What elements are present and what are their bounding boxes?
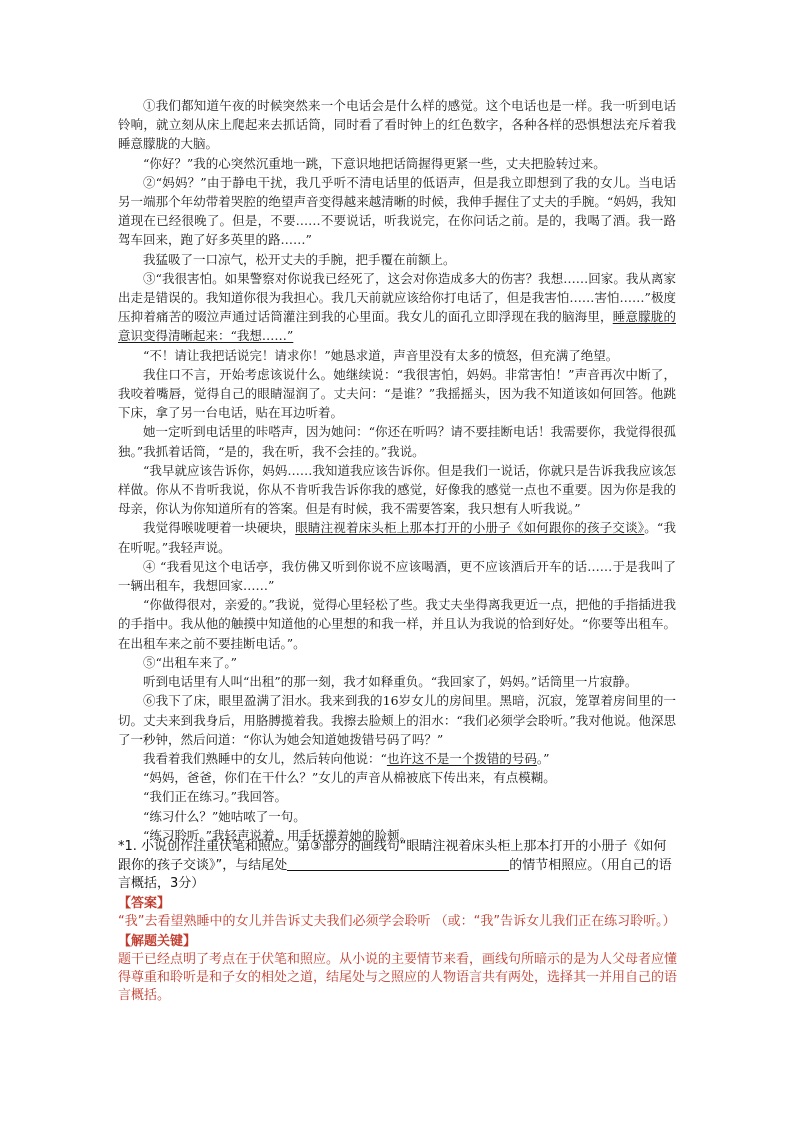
- story-paragraph: 我猛吸了一口凉气，松开丈夫的手腕，把手覆在前额上。: [143, 251, 456, 267]
- story-paragraph: ⑥我下了床，眼里盈满了泪水。我来到我的16岁女儿的房间里。黑暗，沉寂，笼罩着房间里的一切。丈夫来到我身后，用胳膊揽着我。我擦去脸颊上的泪水：“我们必须学会聆听。”我对他说。他深思了一秒钟，然后问道：“你认为她会知道她拨错号码了吗？”: [118, 693, 676, 747]
- story-paragraph: 她一定听到电话里的咔嗒声，因为她问：“你还在听吗？请不要挂断电话！我需要你，我觉得很孤独。”我抓着话筒，“是的，我在听，我不会挂的。”我说。: [118, 424, 676, 459]
- story-text-run: 。”: [536, 750, 550, 766]
- question-block: [118, 838, 678, 1005]
- story-text-run: 我觉得喉咙哽着一块硬块，: [143, 520, 296, 536]
- story-paragraph: ①我们都知道午夜的时候突然来一个电话会是什么样的感觉。这个电话也是一样。我一听到电话铃响，就立刻从床上爬起来去抓话筒，同时看了看时钟上的红色数字，各种各样的恐惧想法充斥着我睡意朦胧的大脑。: [118, 98, 676, 152]
- story-text: [118, 96, 676, 845]
- answer-text: “我”去看望熟睡中的女儿并告诉丈夫我们必须学会聆听 （或：“我”告诉女儿我们正在练习聆听。）: [118, 914, 676, 929]
- story-paragraph: “我早就应该告诉你，妈妈……我知道我应该告诉你。但是我们一说话，你就只是告诉我我应该怎样做。你从不肯听我说，你从不肯听我告诉你我的感觉，好像我的感觉一点也不重要。因为你是我的母亲，你认为你知道所有的答案。但是有时候，我不需要答案，我只想有人听我说。”: [118, 462, 676, 517]
- story-text-run: 。“我在听呢。”我轻声说。: [118, 520, 676, 555]
- story-paragraph: “练习聆听。”我轻声说着，用手抚摸着她的脸颊。: [143, 827, 413, 843]
- question-prompt: *1. 小说创作注重伏笔和照应。第③部分的画线句“眼睛注视着床头柜上那本打开的小册子《如何跟你的孩子交谈》”，与结尾处: [118, 839, 667, 873]
- story-paragraph: “练习什么？”她咕哝了一句。: [143, 808, 306, 824]
- underlined-sentence: 也许这不是一个拨错的号码: [386, 750, 537, 766]
- story-paragraph: 听到电话里有人叫“出租”的那一刻，我才如释重负。“我回家了，妈妈。”话筒里一片寂静。: [143, 674, 638, 690]
- story-paragraph: ⑤“出租车来了。”: [143, 654, 238, 670]
- answer-blank: [287, 856, 509, 871]
- story-text-run: ③“我很害怕。如果警察对你说我已经死了，这会对你造成多大的伤害？我想……回家。我从离家出走是错误的。我知道你很为我担心。我几天前就应该给你打电话了，但是我害怕……害怕……”极度压抑着痛苦的啜泣声通过话筒灌注到我的心里面。我女儿的面孔立即浮现在我的脑海里，: [118, 270, 676, 325]
- story-paragraph: “你做得很对，亲爱的。”我说，觉得心里轻松了些。我丈夫坐得离我更近一点，把他的手指插进我的手指中。我从他的触摸中知道他的心里想的和我一样，并且认为我说的恰到好处。“你要等出租车。在出租车来之前不要挂断电话。”。: [118, 597, 676, 651]
- story-paragraph: “你好？”我的心突然沉重地一跳，下意识地把话筒握得更紧一些，丈夫把脸转过来。: [143, 155, 606, 171]
- story-paragraph: ④ “我看见这个电话亭，我仿佛又听到你说不应该喝酒，更不应该酒后开车的话……于是我叫了一辆出租车，我想回家……”: [118, 558, 676, 594]
- underlined-sentence: 睡意朦胧的意识变得清晰起来：“我想……”: [118, 309, 676, 344]
- story-paragraph: 我住口不言，开始考虑该说什么。她继续说：“我很害怕，妈妈。非常害怕！”声音再次中断了，我咬着嘴唇，觉得自己的眼睛湿润了。丈夫问：“是谁？”我摇摇头，因为我不知道该如何回答。他跳下床，拿了另一台电话，贴在耳边听着。: [118, 366, 676, 421]
- key-text: 题干已经点明了考点在于伏笔和照应。从小说的主要情节来看，画线句所暗示的是为人父母者应懂得尊重和聆听是和子女的相处之道，结尾处与之照应的人物语言共有两处，选择其一并用自己的语言概括。: [118, 952, 678, 1003]
- question-text: [118, 838, 678, 893]
- story-paragraph: “不！请让我把话说完！请求你！”她恳求道，声音里没有太多的愤怒，但充满了绝望。: [143, 347, 619, 363]
- story-paragraph: [118, 269, 676, 346]
- underlined-sentence: 眼睛注视着床头柜上那本打开的小册子《如何跟你的孩子交谈》: [295, 520, 645, 536]
- question-prompt-end: 的情节相照应。（用自己的语言概括，3分）: [118, 858, 672, 891]
- answer-heading: 【答案】: [118, 896, 171, 911]
- story-paragraph: [118, 749, 676, 768]
- story-text-run: 我看着我们熟睡中的女儿，然后转向他说：“: [143, 750, 387, 766]
- story-paragraph: “妈妈，爸爸，你们在干什么？”女儿的声音从棉被底下传出来，有点模糊。: [143, 770, 556, 786]
- key-heading: 【解题关键】: [118, 934, 197, 949]
- story-paragraph: [118, 518, 676, 556]
- story-paragraph: ②“妈妈？”由于静电干扰，我几乎听不清电话里的低语声，但是我立即想到了我的女儿。当电话另一端那个年幼带着哭腔的绝望声音变得越来越清晰的时候，我伸手握住了丈夫的手腕。“妈妈，我知道现在已经很晚了。但是，不要……不要说话，听我说完，在你问话之前。是的，我喝了酒。我一路驾车回来，跑了好多英里的路……”: [118, 174, 676, 248]
- story-paragraph: “我们正在练习。”我回答。: [143, 789, 288, 805]
